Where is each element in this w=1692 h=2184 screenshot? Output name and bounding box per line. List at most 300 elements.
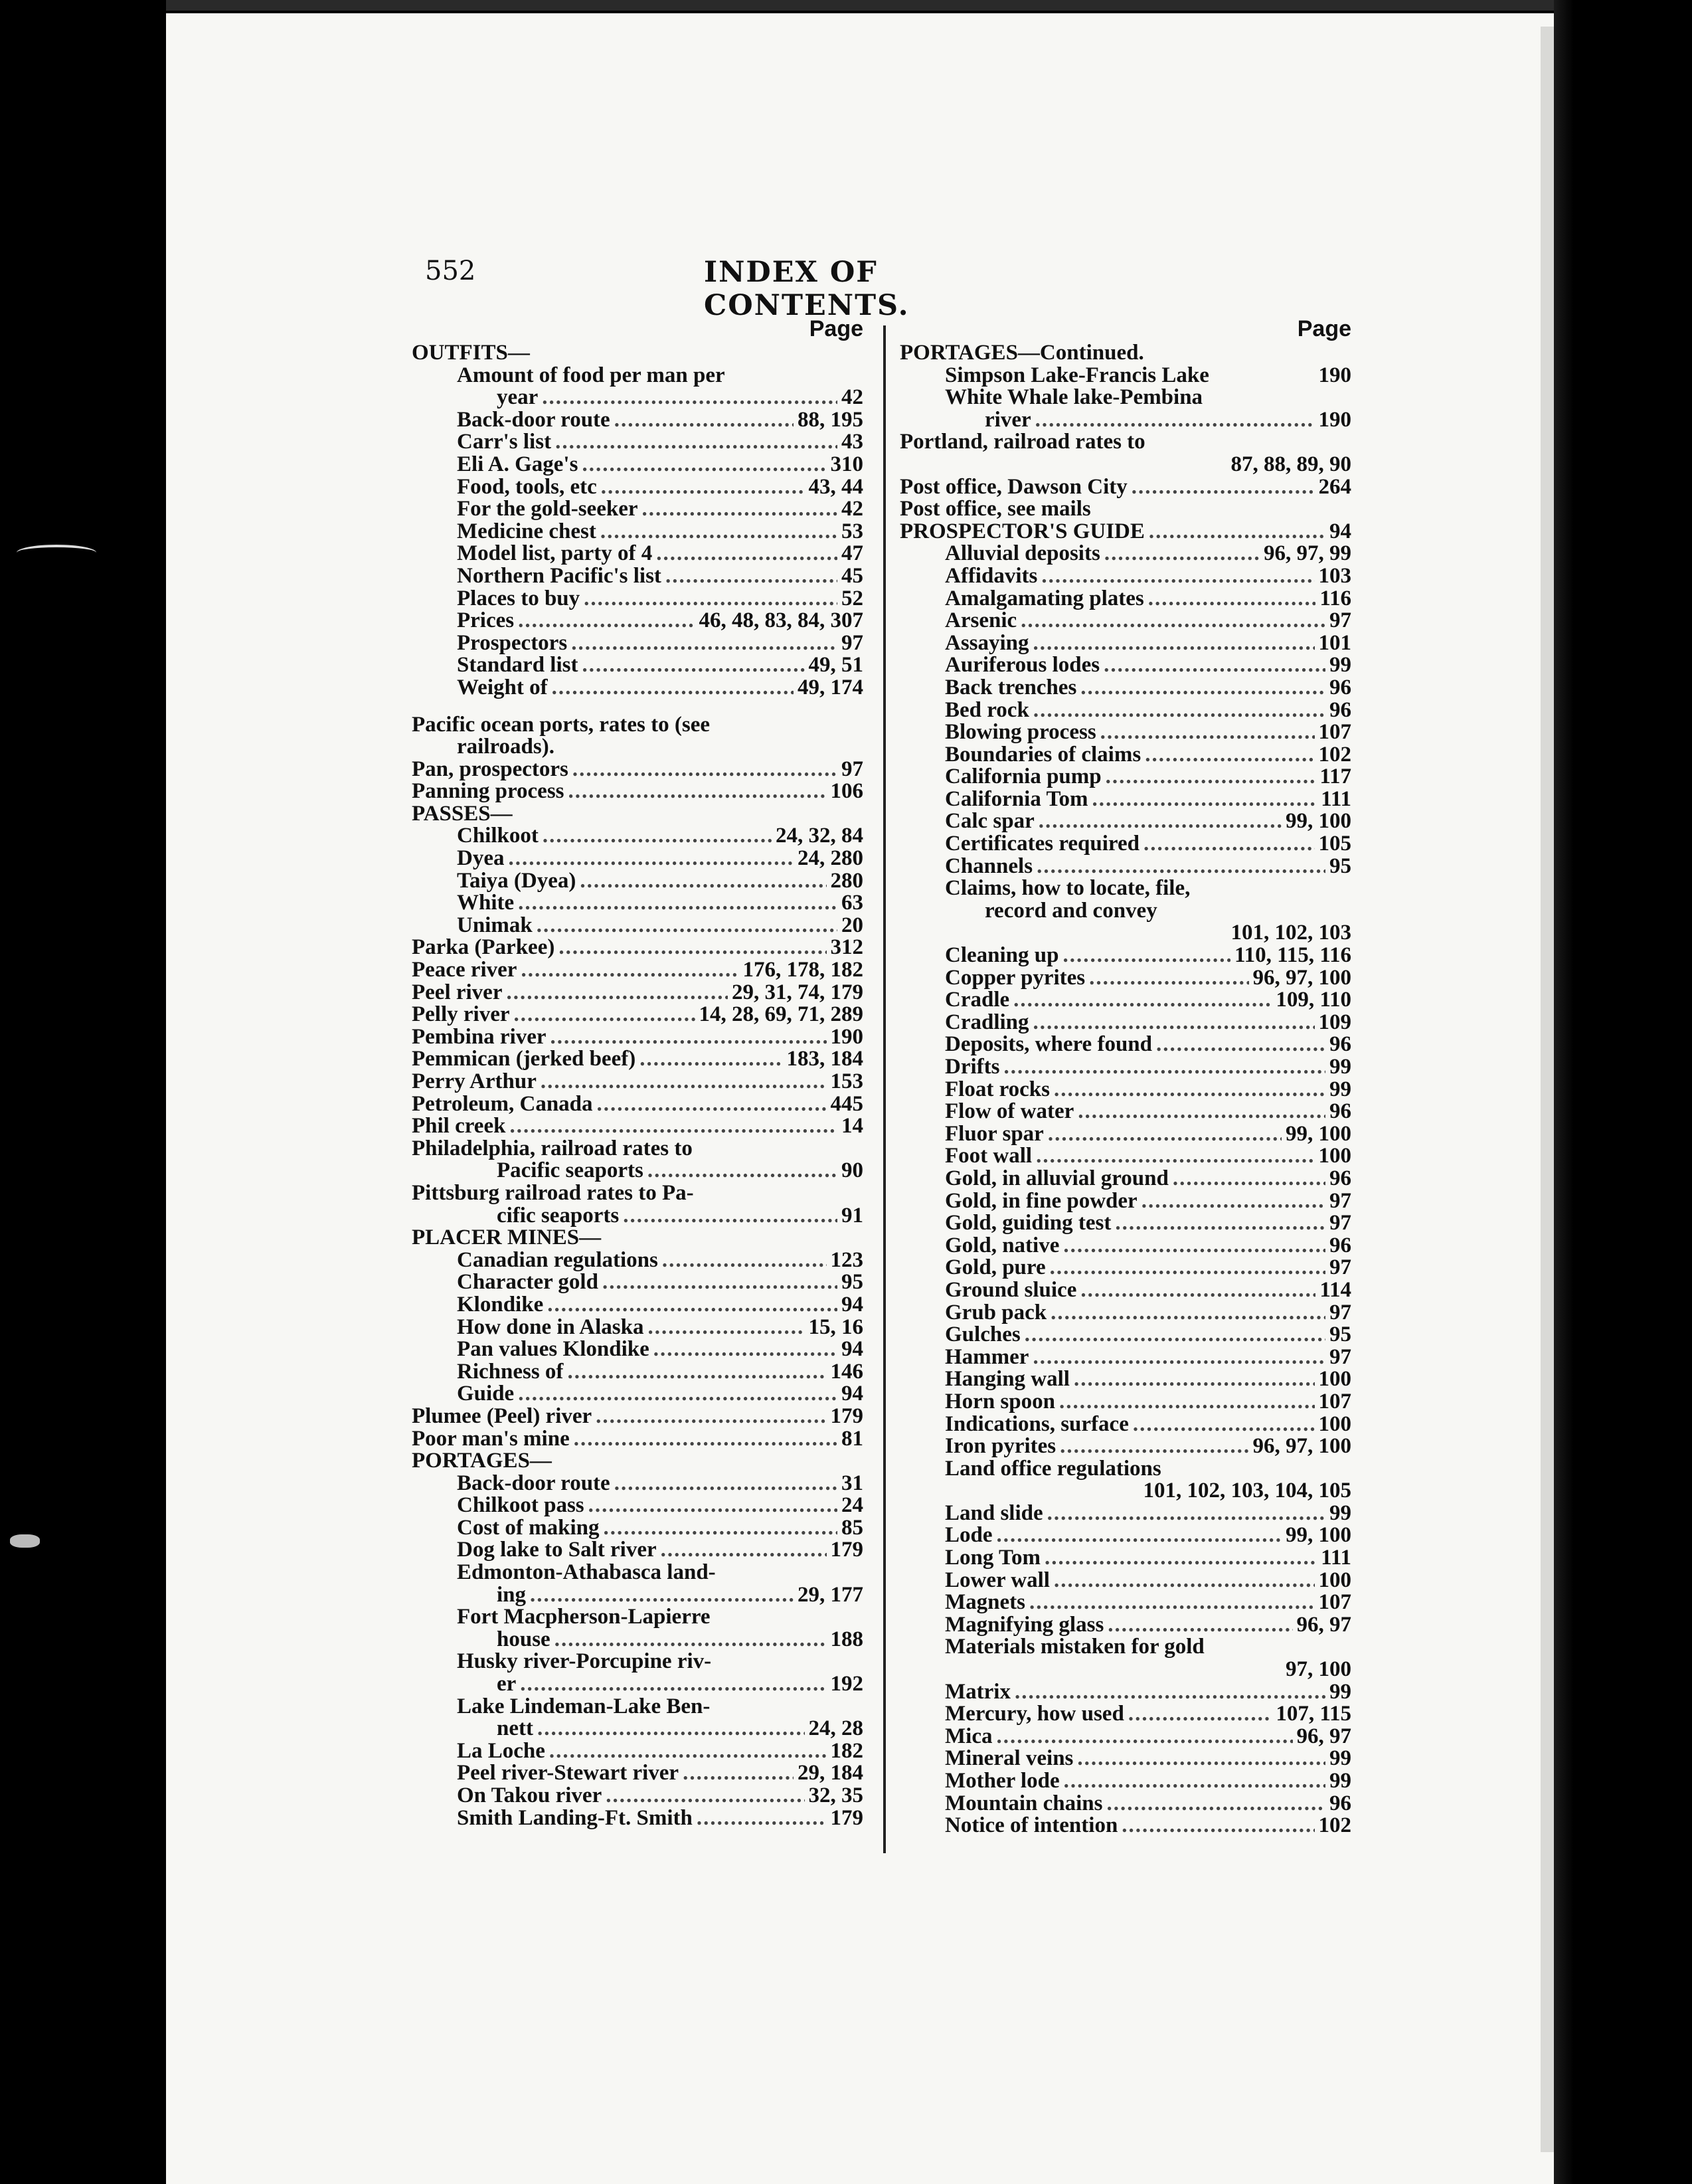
entry-term: Float rocks bbox=[945, 1078, 1050, 1101]
leader-dots bbox=[530, 1584, 794, 1607]
entry-page-numbers: 188 bbox=[830, 1628, 863, 1651]
entry-page-numbers: 97 bbox=[1329, 1212, 1351, 1235]
entry-term: PORTAGES—Continued. bbox=[900, 342, 1144, 365]
entry-term: Dyea bbox=[457, 848, 505, 870]
entry-page-numbers: 102 bbox=[1318, 743, 1351, 767]
leader-dots bbox=[508, 848, 794, 870]
index-entry bbox=[900, 1547, 1351, 1570]
entry-page-numbers: 111 bbox=[1321, 1547, 1351, 1570]
entry-page-numbers: 85 bbox=[841, 1516, 863, 1540]
entry-page-numbers: 100 bbox=[1318, 1569, 1351, 1592]
leader-dots bbox=[1080, 677, 1325, 699]
entry-page-numbers: 96, 97, 99 bbox=[1264, 543, 1351, 565]
index-entry bbox=[900, 922, 1351, 945]
index-entry bbox=[900, 1748, 1351, 1770]
index-entry bbox=[900, 610, 1351, 632]
entry-page-numbers: 96 bbox=[1329, 699, 1351, 722]
entry-page-numbers: 15, 16 bbox=[808, 1316, 863, 1339]
index-entry bbox=[900, 1391, 1351, 1413]
leader-dots bbox=[542, 387, 837, 409]
scan-right-margin bbox=[1554, 0, 1692, 2184]
entry-page-numbers: 43 bbox=[841, 431, 863, 454]
index-entry bbox=[900, 699, 1351, 722]
entry-term: Boundaries of claims bbox=[945, 743, 1142, 767]
entry-page-numbers: 97 bbox=[1329, 610, 1351, 632]
leader-dots bbox=[697, 1807, 827, 1830]
index-entry bbox=[900, 1279, 1351, 1302]
index-entry bbox=[412, 1182, 863, 1205]
entry-page-numbers: 100 bbox=[1318, 1413, 1351, 1436]
index-entry bbox=[900, 1570, 1351, 1592]
index-entry bbox=[900, 1726, 1351, 1748]
leader-dots bbox=[1145, 744, 1314, 767]
index-entry bbox=[900, 766, 1351, 788]
entry-page-numbers: 123 bbox=[830, 1249, 863, 1272]
entry-term: Food, tools, etc bbox=[457, 476, 597, 499]
index-entry bbox=[412, 1762, 863, 1785]
leader-dots bbox=[1029, 1592, 1315, 1614]
leader-dots bbox=[1003, 1056, 1325, 1079]
index-entry bbox=[412, 714, 863, 737]
leader-dots bbox=[1013, 989, 1272, 1012]
index-entry bbox=[412, 1071, 863, 1093]
entry-page-numbers: 99, 100 bbox=[1286, 1123, 1351, 1146]
index-entry bbox=[412, 1785, 863, 1807]
entry-term: Magnifying glass bbox=[945, 1613, 1104, 1637]
leader-dots bbox=[574, 1428, 837, 1451]
leader-dots bbox=[1089, 967, 1248, 990]
leader-dots bbox=[1156, 1034, 1325, 1056]
entry-term: Materials mistaken for gold bbox=[945, 1636, 1205, 1659]
entry-page-numbers: 97 bbox=[841, 632, 863, 655]
index-entry bbox=[412, 409, 863, 432]
leader-dots bbox=[571, 632, 837, 655]
entry-page-numbers: 42 bbox=[841, 387, 863, 409]
leader-dots bbox=[656, 543, 837, 565]
entry-term: Back trenches bbox=[945, 676, 1077, 699]
index-entry bbox=[900, 1815, 1351, 1837]
entry-term: Pacific seaports bbox=[497, 1160, 643, 1182]
index-entry bbox=[412, 1807, 863, 1830]
leader-dots bbox=[683, 1762, 794, 1785]
entry-page-numbers: 107, 115 bbox=[1276, 1703, 1351, 1726]
index-entry bbox=[412, 759, 863, 781]
index-entry bbox=[900, 1614, 1351, 1637]
entry-term: Pelly river bbox=[412, 1004, 510, 1026]
scan-left-margin bbox=[0, 0, 166, 2184]
index-entry bbox=[900, 877, 1351, 900]
index-entry bbox=[900, 1168, 1351, 1190]
index-entry bbox=[900, 565, 1351, 588]
index-entry bbox=[900, 967, 1351, 990]
index-entry bbox=[900, 1145, 1351, 1168]
index-entry bbox=[412, 1606, 863, 1629]
index-entry bbox=[900, 632, 1351, 655]
index-entry bbox=[412, 1249, 863, 1272]
index-entry bbox=[900, 476, 1351, 499]
leader-dots bbox=[1015, 1681, 1325, 1704]
leader-dots bbox=[642, 498, 838, 521]
entry-page-numbers: 114 bbox=[1319, 1279, 1351, 1302]
entry-term: Weight of bbox=[457, 676, 548, 699]
entry-term: Assaying bbox=[945, 632, 1029, 655]
entry-page-numbers: 111 bbox=[1321, 788, 1351, 811]
index-entry bbox=[412, 565, 863, 588]
entry-page-numbers: 190 bbox=[1318, 409, 1351, 432]
page-number: 552 bbox=[425, 256, 476, 286]
leader-dots bbox=[1149, 521, 1325, 543]
entry-term: Pittsburg railroad rates to Pa- bbox=[412, 1182, 694, 1205]
index-entry bbox=[900, 409, 1351, 432]
entry-page-numbers: 88, 195 bbox=[798, 409, 863, 432]
entry-term: Mother lode bbox=[945, 1770, 1060, 1793]
entry-term: PORTAGES— bbox=[412, 1450, 552, 1473]
entry-page-numbers: 176, 178, 182 bbox=[742, 959, 863, 982]
index-entry bbox=[412, 476, 863, 499]
entry-term: Pacific ocean ports, rates to (see bbox=[412, 713, 710, 737]
leader-dots bbox=[514, 1004, 695, 1026]
entry-page-numbers: 99 bbox=[1329, 1078, 1351, 1101]
entry-term: Deposits, where found bbox=[945, 1034, 1153, 1056]
index-entry bbox=[900, 1324, 1351, 1346]
entry-term: Cradling bbox=[945, 1011, 1029, 1034]
leader-dots bbox=[614, 409, 794, 432]
index-entry bbox=[900, 1257, 1351, 1279]
leader-dots bbox=[1045, 1547, 1317, 1570]
entry-term: Lower wall bbox=[945, 1569, 1050, 1592]
entry-term: Portland, railroad rates to bbox=[900, 431, 1145, 454]
entry-term: Copper pyrites bbox=[945, 966, 1086, 990]
entry-page-numbers: 99 bbox=[1329, 1056, 1351, 1079]
entry-page-numbers: 45 bbox=[841, 565, 863, 588]
entry-term: Blowing process bbox=[945, 721, 1096, 744]
entry-page-numbers: 95 bbox=[841, 1271, 863, 1294]
entry-term: Pan values Klondike bbox=[457, 1338, 649, 1361]
leader-dots bbox=[996, 1726, 1292, 1748]
page-header bbox=[425, 256, 1089, 322]
entry-page-numbers: 24, 32, 84 bbox=[776, 825, 863, 848]
entry-term: PASSES— bbox=[412, 802, 513, 826]
leader-dots bbox=[1033, 699, 1325, 722]
index-entry bbox=[412, 365, 863, 387]
index-entry bbox=[900, 454, 1351, 476]
entry-page-numbers: 94 bbox=[1329, 520, 1351, 543]
leader-dots bbox=[1108, 1614, 1292, 1637]
entry-term: Klondike bbox=[457, 1293, 544, 1317]
leader-dots bbox=[1115, 1212, 1325, 1235]
entry-term: Certificates required bbox=[945, 833, 1140, 856]
entry-term: Calc spar bbox=[945, 810, 1035, 834]
index-entry bbox=[900, 1190, 1351, 1213]
entry-term: Taiya (Dyea) bbox=[457, 869, 576, 893]
index-entry bbox=[900, 1123, 1351, 1146]
entry-page-numbers: 96 bbox=[1329, 1101, 1351, 1123]
entry-term: Unimak bbox=[457, 914, 533, 937]
index-entry bbox=[412, 870, 863, 893]
entry-term: house bbox=[497, 1628, 550, 1651]
index-entry bbox=[412, 1673, 863, 1696]
leader-dots bbox=[537, 915, 837, 937]
leader-dots bbox=[604, 1517, 837, 1540]
entry-page-numbers: 106 bbox=[830, 780, 863, 803]
leader-dots bbox=[1064, 1770, 1325, 1793]
index-entry bbox=[900, 387, 1351, 409]
entry-page-numbers: 96 bbox=[1329, 676, 1351, 699]
entry-term: Mountain chains bbox=[945, 1792, 1103, 1815]
page-column-heading: Page bbox=[809, 316, 863, 341]
entry-term: Model list, party of 4 bbox=[457, 543, 653, 565]
entry-page-numbers: 97 bbox=[1329, 1190, 1351, 1213]
index-entry bbox=[900, 1413, 1351, 1436]
entry-page-numbers: 110, 115, 116 bbox=[1234, 945, 1351, 967]
entry-term: Gold, guiding test bbox=[945, 1212, 1112, 1235]
leader-dots bbox=[614, 1473, 837, 1495]
index-entry bbox=[412, 1004, 863, 1026]
index-entry bbox=[900, 342, 1351, 365]
entry-gap bbox=[412, 699, 863, 714]
entry-page-numbers: 24, 28 bbox=[808, 1718, 863, 1740]
entry-term: Cradle bbox=[945, 989, 1010, 1012]
leader-dots bbox=[582, 654, 804, 677]
index-entry bbox=[412, 677, 863, 699]
leader-dots bbox=[568, 780, 827, 803]
entry-term: Iron pyrites bbox=[945, 1435, 1057, 1458]
entry-term: How done in Alaska bbox=[457, 1316, 644, 1339]
index-entry bbox=[900, 744, 1351, 767]
index-entry bbox=[412, 1138, 863, 1160]
leader-dots bbox=[1143, 833, 1315, 856]
leader-dots bbox=[1047, 1502, 1325, 1525]
leader-dots bbox=[596, 1406, 826, 1428]
entry-page-numbers: 49, 51 bbox=[808, 654, 863, 677]
entry-term: Gold, native bbox=[945, 1234, 1060, 1257]
index-entry bbox=[412, 892, 863, 915]
leader-dots bbox=[597, 1093, 827, 1116]
entry-term: Mica bbox=[945, 1725, 993, 1748]
entry-page-numbers: 99 bbox=[1329, 1770, 1351, 1793]
index-entry bbox=[900, 1079, 1351, 1101]
leader-dots bbox=[567, 1361, 826, 1384]
entry-term: Flow of water bbox=[945, 1101, 1074, 1123]
leader-dots bbox=[1080, 1279, 1315, 1302]
entry-term: Peel river bbox=[412, 981, 503, 1004]
index-entry bbox=[412, 654, 863, 677]
leader-dots bbox=[602, 1271, 837, 1294]
entry-page-numbers: 312 bbox=[830, 937, 863, 960]
index-entry bbox=[412, 1629, 863, 1651]
entry-page-numbers: 24 bbox=[841, 1495, 863, 1517]
entry-page-numbers: 192 bbox=[830, 1673, 863, 1696]
entry-term: nett bbox=[497, 1718, 533, 1740]
entry-term: For the gold-seeker bbox=[457, 498, 638, 521]
entry-term: Richness of bbox=[457, 1360, 564, 1384]
entry-page-numbers: 29, 31, 74, 179 bbox=[732, 981, 863, 1004]
index-entry bbox=[900, 1302, 1351, 1324]
entry-page-numbers: 96, 97, 100 bbox=[1252, 966, 1351, 990]
index-entry bbox=[900, 1056, 1351, 1079]
leader-dots bbox=[1142, 1190, 1325, 1213]
index-entry bbox=[900, 1235, 1351, 1257]
book-page bbox=[166, 13, 1574, 2184]
leader-dots bbox=[550, 1026, 827, 1049]
leader-dots bbox=[549, 1740, 827, 1763]
entry-page-numbers: 29, 184 bbox=[798, 1762, 863, 1785]
entry-page-numbers: 102 bbox=[1318, 1815, 1351, 1837]
leader-dots bbox=[518, 1383, 837, 1406]
entry-page-numbers: 99 bbox=[1329, 1502, 1351, 1525]
entry-page-numbers: 109 bbox=[1318, 1011, 1351, 1034]
leader-dots bbox=[1035, 409, 1315, 432]
entry-page-numbers: 100 bbox=[1318, 1368, 1351, 1391]
index-entry bbox=[412, 1651, 863, 1673]
index-entry bbox=[412, 780, 863, 803]
entry-page-numbers: 179 bbox=[830, 1807, 863, 1830]
index-entry bbox=[900, 989, 1351, 1012]
leader-dots bbox=[1021, 610, 1325, 632]
leader-dots bbox=[509, 1115, 837, 1138]
leader-dots bbox=[1048, 1123, 1282, 1146]
entry-page-numbers: 100 bbox=[1318, 1145, 1351, 1168]
index-entry bbox=[900, 1368, 1351, 1391]
index-entry bbox=[900, 1101, 1351, 1123]
leader-dots bbox=[1148, 588, 1316, 610]
index-entry bbox=[900, 1636, 1351, 1659]
index-entry bbox=[412, 1495, 863, 1517]
entry-term: Back-door route bbox=[457, 1472, 610, 1495]
leader-dots bbox=[552, 677, 794, 699]
index-entry bbox=[412, 1271, 863, 1294]
entry-term: Gulches bbox=[945, 1324, 1021, 1346]
entry-page-numbers: 81 bbox=[841, 1427, 863, 1451]
entry-term: Mercury, how used bbox=[945, 1703, 1124, 1726]
leader-dots bbox=[1104, 654, 1325, 677]
index-entry bbox=[412, 1093, 863, 1116]
leader-dots bbox=[506, 982, 728, 1004]
page-column-heading: Page bbox=[1297, 316, 1351, 341]
entry-term: Channels bbox=[945, 855, 1033, 878]
leader-dots bbox=[1025, 1324, 1325, 1346]
entry-term: Grub pack bbox=[945, 1301, 1047, 1324]
leader-dots bbox=[1100, 721, 1315, 744]
leader-dots bbox=[623, 1205, 837, 1228]
entry-term: PROSPECTOR'S GUIDE bbox=[900, 520, 1145, 543]
leader-dots bbox=[1054, 1570, 1315, 1592]
leader-dots bbox=[1033, 632, 1315, 655]
index-entry bbox=[900, 1524, 1351, 1547]
entry-page-numbers: 53 bbox=[841, 520, 863, 543]
entry-page-numbers: 116 bbox=[1319, 587, 1351, 610]
entry-term: ing bbox=[497, 1584, 527, 1607]
entry-term: Arsenic bbox=[945, 610, 1017, 632]
entry-page-numbers: 99 bbox=[1329, 1748, 1351, 1770]
index-entry bbox=[412, 1317, 863, 1339]
entry-term: Mineral veins bbox=[945, 1748, 1074, 1770]
leader-dots bbox=[1060, 1435, 1248, 1458]
entry-page-numbers: 32, 35 bbox=[808, 1785, 863, 1807]
entry-term: Lake Lindeman-Lake Ben- bbox=[457, 1695, 711, 1718]
entry-term: Philadelphia, railroad rates to bbox=[412, 1137, 693, 1160]
leader-dots bbox=[518, 610, 695, 632]
entry-term: 97, 100 bbox=[1286, 1659, 1351, 1681]
entry-term: Character gold bbox=[457, 1271, 598, 1294]
leader-dots bbox=[648, 1317, 805, 1339]
index-entry bbox=[412, 1718, 863, 1740]
index-entry bbox=[412, 431, 863, 454]
scan-top-edge bbox=[166, 0, 1574, 11]
index-entry bbox=[900, 1480, 1351, 1502]
index-entry bbox=[412, 1406, 863, 1428]
entry-page-numbers: 94 bbox=[841, 1383, 863, 1406]
entry-term: 87, 88, 89, 90 bbox=[1230, 453, 1351, 476]
entry-term: Post office, see mails bbox=[900, 498, 1091, 521]
leader-dots bbox=[1092, 788, 1317, 811]
index-entry bbox=[412, 588, 863, 610]
leader-dots bbox=[518, 892, 837, 915]
entry-page-numbers: 146 bbox=[830, 1360, 863, 1384]
index-entry bbox=[900, 900, 1351, 923]
index-entry bbox=[412, 736, 863, 759]
index-entry bbox=[900, 1770, 1351, 1793]
index-entry bbox=[412, 937, 863, 959]
leader-dots bbox=[1173, 1168, 1325, 1190]
leader-dots bbox=[1051, 1302, 1325, 1324]
entry-page-numbers: 107 bbox=[1318, 721, 1351, 744]
entry-term: Hammer bbox=[945, 1346, 1029, 1369]
index-entry bbox=[412, 1205, 863, 1228]
index-entry bbox=[900, 1681, 1351, 1704]
leader-dots bbox=[537, 1718, 805, 1740]
index-entry bbox=[412, 1338, 863, 1361]
index-entry bbox=[412, 521, 863, 543]
index-entry bbox=[900, 677, 1351, 699]
entry-term: White Whale lake-Pembina bbox=[945, 387, 1203, 409]
index-entry bbox=[412, 1517, 863, 1540]
leader-dots bbox=[1036, 1145, 1314, 1168]
entry-term: Chilkoot pass bbox=[457, 1495, 584, 1517]
leader-dots bbox=[554, 1629, 827, 1651]
leader-dots bbox=[1054, 1079, 1325, 1101]
entry-page-numbers: 99, 100 bbox=[1286, 810, 1351, 834]
leader-dots bbox=[584, 588, 837, 610]
index-entry bbox=[900, 1703, 1351, 1726]
leader-dots bbox=[1106, 1793, 1325, 1815]
index-entry bbox=[412, 1361, 863, 1384]
index-entry bbox=[412, 498, 863, 521]
index-entry bbox=[412, 1584, 863, 1607]
leader-dots bbox=[1059, 1391, 1315, 1413]
entry-page-numbers: 24, 280 bbox=[798, 848, 863, 870]
index-entry bbox=[412, 543, 863, 565]
index-entry bbox=[900, 1659, 1351, 1681]
index-entry bbox=[900, 1793, 1351, 1815]
entry-term: Ground sluice bbox=[945, 1279, 1077, 1302]
entry-page-numbers: 179 bbox=[830, 1405, 863, 1428]
index-entry bbox=[412, 1160, 863, 1182]
entry-page-numbers: 96 bbox=[1329, 1167, 1351, 1190]
entry-term: Medicine chest bbox=[457, 520, 596, 543]
entry-term: Smith Landing-Ft. Smith bbox=[457, 1807, 693, 1830]
entry-page-numbers: 91 bbox=[841, 1204, 863, 1228]
leader-dots bbox=[1133, 1413, 1315, 1436]
entry-page-numbers: 183, 184 bbox=[786, 1048, 863, 1071]
entry-term: Perry Arthur bbox=[412, 1071, 537, 1093]
entry-page-numbers: 103 bbox=[1318, 565, 1351, 588]
entry-term: Affidavits bbox=[945, 565, 1038, 588]
entry-term: Northern Pacific's list bbox=[457, 565, 661, 588]
index-entry bbox=[412, 1562, 863, 1584]
entry-term: record and convey bbox=[985, 899, 1157, 923]
entry-term: Pembina river bbox=[412, 1026, 547, 1049]
